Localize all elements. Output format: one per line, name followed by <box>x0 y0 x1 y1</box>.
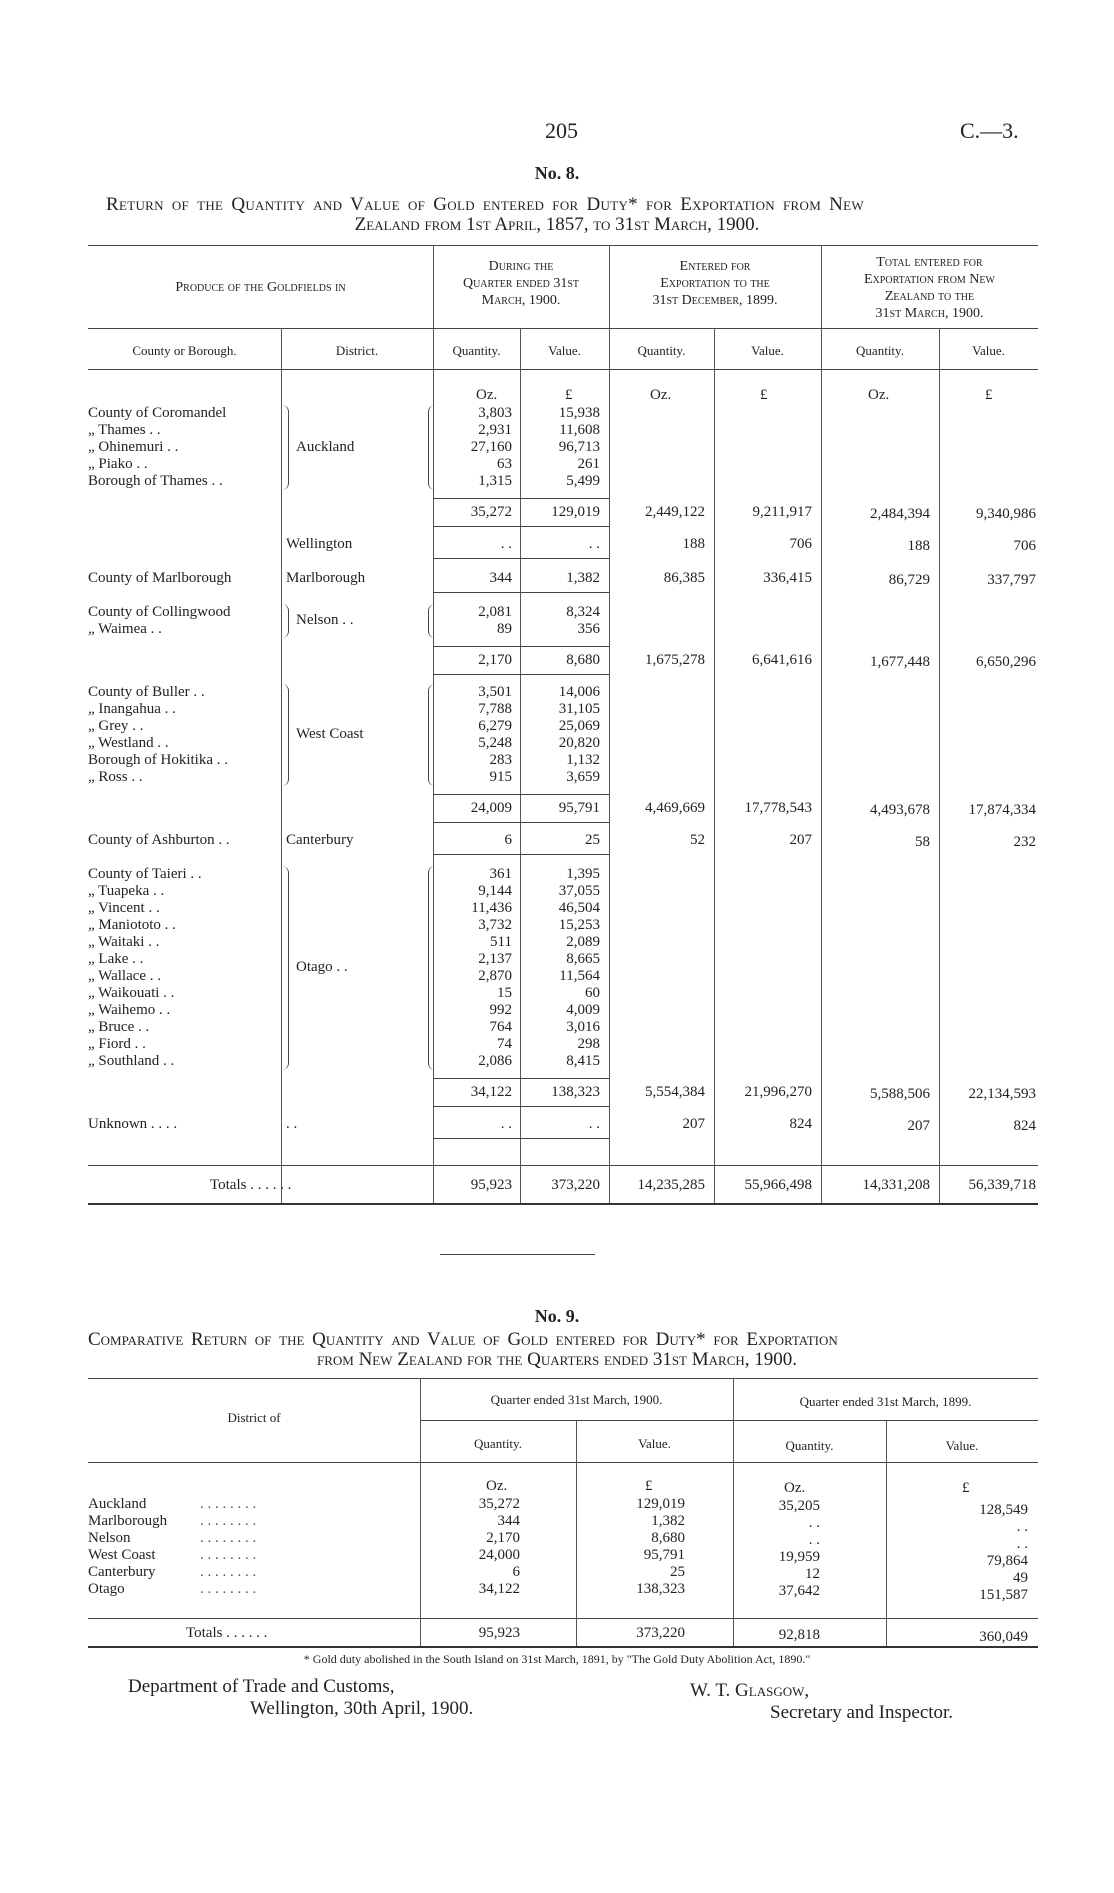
totals-total-value: 56,339,718 <box>968 1177 1036 1193</box>
quarter-value: . . <box>588 1116 600 1132</box>
county-name: „ Tuapeka . . <box>88 883 165 899</box>
entered-value: 207 <box>789 832 812 848</box>
totals-label: Totals . . . . . . <box>186 1625 268 1641</box>
total-quantity: 1,677,448 <box>870 654 930 670</box>
quarter-value: 60 <box>585 985 600 1001</box>
county-name: „ Southland . . <box>88 1053 175 1069</box>
quarter-value: 356 <box>577 621 600 637</box>
county-name: Unknown . . . . <box>88 1116 178 1132</box>
quarter-quantity: 6,279 <box>478 718 512 734</box>
table8-header-during-quarter <box>433 258 609 309</box>
table9-title-line2: from New Zealand for the Quarters ended 31st March, 1900. <box>316 1349 798 1370</box>
q1899-value: . . <box>1016 1519 1028 1535</box>
brace <box>282 866 289 1070</box>
q1900-quantity: 6 <box>512 1564 520 1580</box>
quarter-value: 1,382 <box>566 570 600 586</box>
entered-value: 9,211,917 <box>752 504 812 520</box>
county-name: „ Westland . . <box>88 735 169 751</box>
table8-number: No. 8. <box>534 163 580 183</box>
brace <box>282 684 289 786</box>
footnote: * Gold duty abolished in the South Island on 31st March, 1891, by "The Gold Duty Abolition Act, 1890." <box>303 1652 811 1666</box>
quarter-value: 5,499 <box>566 473 600 489</box>
row-dots: . . . . . . . . <box>200 1564 257 1580</box>
q1900-quantity: 35,272 <box>478 1496 520 1512</box>
brace <box>428 604 435 638</box>
county-name: „ Waihemo . . <box>88 1002 171 1018</box>
quarter-value: 4,009 <box>566 1002 600 1018</box>
header-during-line: During the <box>488 259 554 274</box>
unit-oz: Oz. <box>868 387 890 403</box>
unit-oz: Oz. <box>486 1478 508 1494</box>
district-name: Marlborough <box>88 1513 168 1529</box>
county-name: „ Vincent . . <box>88 900 160 916</box>
quarter-quantity: 283 <box>489 752 512 768</box>
department-line1: Department of Trade and Customs, <box>128 1676 395 1697</box>
quarter-quantity: 2,870 <box>478 968 512 984</box>
table8-header-quantity: Quantity. <box>452 343 501 358</box>
county-name: „ Lake . . <box>88 951 144 967</box>
total-quantity: 86,729 <box>888 572 930 588</box>
quarter-quantity: 9,144 <box>478 883 512 899</box>
district-name: Canterbury <box>286 832 354 848</box>
table9-header-quantity: Quantity. <box>474 1436 522 1451</box>
quarter-quantity: 15 <box>497 985 512 1001</box>
county-name: „ Wallace . . <box>88 968 162 984</box>
county-name: „ Ohinemuri . . <box>88 439 179 455</box>
district-name: Nelson . . <box>296 612 354 628</box>
quarter-quantity: 764 <box>489 1019 512 1035</box>
entered-value: 6,641,616 <box>752 652 812 668</box>
entered-quantity: 2,449,122 <box>645 504 705 520</box>
county-name: „ Maniototo . . <box>88 917 176 933</box>
county-name: County of Taieri . . <box>88 866 202 882</box>
quarter-value: 261 <box>577 456 600 472</box>
total-value: 824 <box>1013 1118 1036 1134</box>
quarter-quantity: 2,931 <box>478 422 512 438</box>
q1900-value: 129,019 <box>636 1496 685 1512</box>
brace <box>428 684 435 786</box>
county-name: County of Buller . . <box>88 684 205 700</box>
county-name: „ Piako . . <box>88 456 148 472</box>
county-name: County of Ashburton . . <box>88 832 230 848</box>
district-name: Auckland <box>296 438 355 455</box>
district-name: West Coast <box>88 1547 156 1563</box>
quarter-value: 15,253 <box>558 917 600 933</box>
signatory-title: Secretary and Inspector. <box>770 1702 954 1723</box>
quarter-value: 1,132 <box>566 752 600 768</box>
document-reference: C.—3. <box>960 118 1019 143</box>
quarter-quantity: 89 <box>497 621 512 637</box>
header-entered-line: Entered for <box>679 259 751 274</box>
entered-quantity: 52 <box>690 832 705 848</box>
header-total-line: 31st March, 1900. <box>875 306 984 321</box>
subtotal-value: 138,323 <box>551 1084 600 1100</box>
county-name: County of Collingwood <box>88 604 231 620</box>
q1899-quantity: 35,205 <box>778 1498 820 1514</box>
quarter-quantity: . . <box>500 536 512 552</box>
total-quantity: 58 <box>915 834 930 850</box>
quarter-value: . . <box>588 536 600 552</box>
totals-q1899-quantity: 92,818 <box>778 1627 820 1643</box>
quarter-value: 2,089 <box>566 934 600 950</box>
entered-value: 706 <box>789 536 812 552</box>
quarter-quantity: 2,137 <box>478 951 512 967</box>
quarter-value: 25 <box>585 832 600 848</box>
county-name: Borough of Thames . . <box>88 473 223 489</box>
row-dots: . . . . . . . . <box>200 1496 257 1512</box>
unit-pound: £ <box>760 387 768 403</box>
q1899-quantity: . . <box>808 1515 820 1531</box>
q1900-value: 138,323 <box>636 1581 685 1597</box>
header-total-line: Total entered for <box>876 255 983 270</box>
table9-number: No. 9. <box>534 1306 580 1326</box>
total-value: 17,874,334 <box>968 802 1036 818</box>
quarter-quantity: 2,086 <box>478 1053 512 1069</box>
row-dots: . . . . . . . . <box>200 1530 257 1546</box>
table9-header-district: District of <box>227 1410 281 1425</box>
total-value: 706 <box>1013 538 1036 554</box>
total-value: 337,797 <box>987 572 1036 588</box>
table8-header-value: Value. <box>972 343 1005 358</box>
subtotal-value: 95,791 <box>558 800 600 816</box>
row-dots: . . . . . . . . <box>200 1547 257 1563</box>
quarter-value: 3,016 <box>566 1019 600 1035</box>
district-name: Canterbury <box>88 1564 156 1580</box>
table9-header-quantity: Quantity. <box>785 1438 834 1453</box>
q1900-quantity: 34,122 <box>478 1581 520 1597</box>
district-name: Auckland <box>88 1496 147 1512</box>
county-name: Borough of Hokitika . . <box>88 752 228 768</box>
total-quantity: 5,588,506 <box>870 1086 930 1102</box>
entered-value: 21,996,270 <box>744 1084 812 1100</box>
table9-title-line1: Comparative Return of the Quantity and Value of Gold entered for Duty* for Exportation <box>88 1329 838 1350</box>
table8-header-quantity: Quantity. <box>637 343 686 358</box>
quarter-quantity: 63 <box>497 456 512 472</box>
table8-header-produce: Produce of the Goldfields in <box>175 280 346 295</box>
entered-quantity: 188 <box>682 536 705 552</box>
table9-header-q1899: Quarter ended 31st March, 1899. <box>799 1394 972 1409</box>
totals-q1900-quantity: 95,923 <box>478 1625 520 1641</box>
quarter-quantity: 361 <box>489 866 512 882</box>
total-quantity: 4,493,678 <box>870 802 930 818</box>
entered-value: 336,415 <box>763 570 812 586</box>
table9-header-value: Value. <box>945 1438 979 1453</box>
table8-header-value: Value. <box>751 343 784 358</box>
quarter-quantity: 915 <box>489 769 512 785</box>
quarter-quantity: 74 <box>497 1036 512 1052</box>
q1899-value: 128,549 <box>979 1502 1028 1518</box>
header-during-line: Quarter ended 31st <box>462 276 580 291</box>
table8-title-line2: Zealand from 1st April, 1857, to 31st March, 1900. <box>354 214 760 235</box>
quarter-value: 96,713 <box>558 439 600 455</box>
totals-total-quantity: 14,331,208 <box>862 1177 930 1193</box>
table9-header-value: Value. <box>638 1436 671 1451</box>
department-line2: Wellington, 30th April, 1900. <box>250 1698 474 1719</box>
quarter-value: 11,564 <box>559 968 600 984</box>
brace <box>282 405 289 490</box>
quarter-quantity: 3,803 <box>478 405 512 421</box>
quarter-quantity: 344 <box>489 570 512 586</box>
district-name: Wellington <box>286 536 353 552</box>
header-total-line: Zealand to the <box>884 289 975 304</box>
total-value: 9,340,986 <box>976 506 1036 522</box>
totals-q1899-value: 360,049 <box>979 1629 1028 1645</box>
totals-value: 373,220 <box>551 1177 600 1193</box>
quarter-value: 8,415 <box>566 1053 600 1069</box>
county-name: „ Grey . . <box>88 718 144 734</box>
q1899-value: 151,587 <box>979 1587 1028 1603</box>
unit-oz: Oz. <box>784 1480 806 1496</box>
row-dots: . . . . . . . . <box>200 1513 257 1529</box>
q1899-quantity: 12 <box>805 1566 820 1582</box>
quarter-quantity: 6 <box>504 832 512 848</box>
q1899-quantity: . . <box>808 1532 820 1548</box>
district-name: Otago . . <box>296 959 348 975</box>
quarter-value: 46,504 <box>558 900 600 916</box>
q1899-value: 79,864 <box>986 1553 1028 1569</box>
unit-pound: £ <box>962 1480 970 1496</box>
quarter-quantity: 2,081 <box>478 604 512 620</box>
entered-value: 824 <box>789 1116 812 1132</box>
total-value: 232 <box>1013 834 1036 850</box>
table8-title-line1: Return of the Quantity and Value of Gold entered for Duty* for Exportation from New <box>106 194 864 215</box>
unit-pound: £ <box>565 387 573 403</box>
unit-oz: Oz. <box>476 387 498 403</box>
district-name: Otago <box>88 1581 125 1597</box>
total-quantity: 188 <box>907 538 930 554</box>
quarter-value: 14,006 <box>558 684 600 700</box>
total-value: 22,134,593 <box>968 1086 1036 1102</box>
q1899-value: . . <box>1016 1536 1028 1552</box>
quarter-value: 20,820 <box>558 735 600 751</box>
county-name: „ Ross . . <box>88 769 143 785</box>
total-quantity: 2,484,394 <box>870 506 930 522</box>
county-name: „ Waikouati . . <box>88 985 175 1001</box>
subtotal-quantity: 24,009 <box>470 800 512 816</box>
subtotal-quantity: 35,272 <box>470 504 512 520</box>
header-entered-line: 31st December, 1899. <box>652 293 778 308</box>
county-name: County of Marlborough <box>88 570 232 586</box>
quarter-value: 8,324 <box>566 604 600 620</box>
q1899-quantity: 37,642 <box>778 1583 820 1599</box>
total-quantity: 207 <box>907 1118 930 1134</box>
totals-entered-quantity: 14,235,285 <box>637 1177 705 1193</box>
table8-header-total <box>821 254 1038 322</box>
quarter-quantity: 27,160 <box>470 439 512 455</box>
q1900-quantity: 24,000 <box>478 1547 520 1563</box>
total-value: 6,650,296 <box>976 654 1036 670</box>
quarter-quantity: 7,788 <box>478 701 512 717</box>
table9-header-q1900: Quarter ended 31st March, 1900. <box>490 1392 663 1407</box>
quarter-quantity: 511 <box>490 934 512 950</box>
totals-entered-value: 55,966,498 <box>744 1177 812 1193</box>
quarter-value: 25,069 <box>558 718 600 734</box>
brace <box>282 604 289 638</box>
county-name: „ Thames . . <box>88 422 161 438</box>
county-name: County of Coromandel <box>88 405 227 421</box>
table8-header-entered <box>609 258 821 309</box>
quarter-value: 1,395 <box>566 866 600 882</box>
header-total-line: Exportation from New <box>864 272 995 287</box>
header-entered-line: Exportation to the <box>660 276 770 291</box>
q1899-value: 49 <box>1013 1570 1028 1586</box>
quarter-quantity: 992 <box>489 1002 512 1018</box>
quarter-value: 8,665 <box>566 951 600 967</box>
subtotal-quantity: 34,122 <box>470 1084 512 1100</box>
signatory-name: W. T. Glasgow, <box>690 1680 810 1701</box>
quarter-value: 15,938 <box>558 405 600 421</box>
table8-header-value: Value. <box>548 343 581 358</box>
county-name: „ Inangahua . . <box>88 701 176 717</box>
row-dots: . . . . . . . . <box>200 1581 257 1597</box>
quarter-quantity: 5,248 <box>478 735 512 751</box>
district-name: Marlborough <box>286 570 366 586</box>
entered-quantity: 5,554,384 <box>645 1084 705 1100</box>
q1900-quantity: 2,170 <box>486 1530 520 1546</box>
district-name: West Coast <box>296 726 364 742</box>
district-name: . . <box>286 1116 298 1132</box>
subtotal-value: 129,019 <box>551 504 600 520</box>
entered-quantity: 1,675,278 <box>645 652 705 668</box>
entered-quantity: 86,385 <box>663 570 705 586</box>
quarter-value: 298 <box>577 1036 600 1052</box>
entered-value: 17,778,543 <box>744 800 812 816</box>
entered-quantity: 207 <box>682 1116 705 1132</box>
quarter-value: 3,659 <box>566 769 600 785</box>
county-name: „ Waitaki . . <box>88 934 160 950</box>
quarter-quantity: 1,315 <box>478 473 512 489</box>
totals-label: Totals . . . . . . <box>210 1177 292 1193</box>
county-name: „ Waimea . . <box>88 621 162 637</box>
quarter-value: 31,105 <box>558 701 600 717</box>
subtotal-value: 8,680 <box>566 652 600 668</box>
totals-quantity: 95,923 <box>470 1177 512 1193</box>
table8-header-district: District. <box>335 343 379 358</box>
q1899-quantity: 19,959 <box>778 1549 820 1565</box>
subtotal-quantity: 2,170 <box>478 652 512 668</box>
county-name: „ Fiord . . <box>88 1036 146 1052</box>
unit-pound: £ <box>985 387 993 403</box>
quarter-quantity: 3,501 <box>478 684 512 700</box>
page-number: 205 <box>545 118 578 143</box>
entered-quantity: 4,469,669 <box>645 800 705 816</box>
q1900-value: 25 <box>670 1564 685 1580</box>
quarter-quantity: 11,436 <box>471 900 512 916</box>
county-name: „ Bruce . . <box>88 1019 150 1035</box>
q1900-quantity: 344 <box>497 1513 520 1529</box>
totals-q1900-value: 373,220 <box>636 1625 685 1641</box>
table8-header-quantity: Quantity. <box>856 343 904 358</box>
quarter-quantity: . . <box>500 1116 512 1132</box>
q1900-value: 8,680 <box>651 1530 685 1546</box>
q1900-value: 1,382 <box>651 1513 685 1529</box>
brace <box>428 866 435 1070</box>
q1900-value: 95,791 <box>643 1547 685 1563</box>
quarter-value: 37,055 <box>558 883 600 899</box>
quarter-quantity: 3,732 <box>478 917 512 933</box>
quarter-value: 11,608 <box>559 422 600 438</box>
district-name: Nelson <box>88 1530 131 1546</box>
table8-header-county: County or Borough. <box>132 343 237 358</box>
unit-pound: £ <box>645 1478 653 1494</box>
header-during-line: March, 1900. <box>481 293 561 308</box>
unit-oz: Oz. <box>650 387 672 403</box>
brace <box>428 405 435 490</box>
